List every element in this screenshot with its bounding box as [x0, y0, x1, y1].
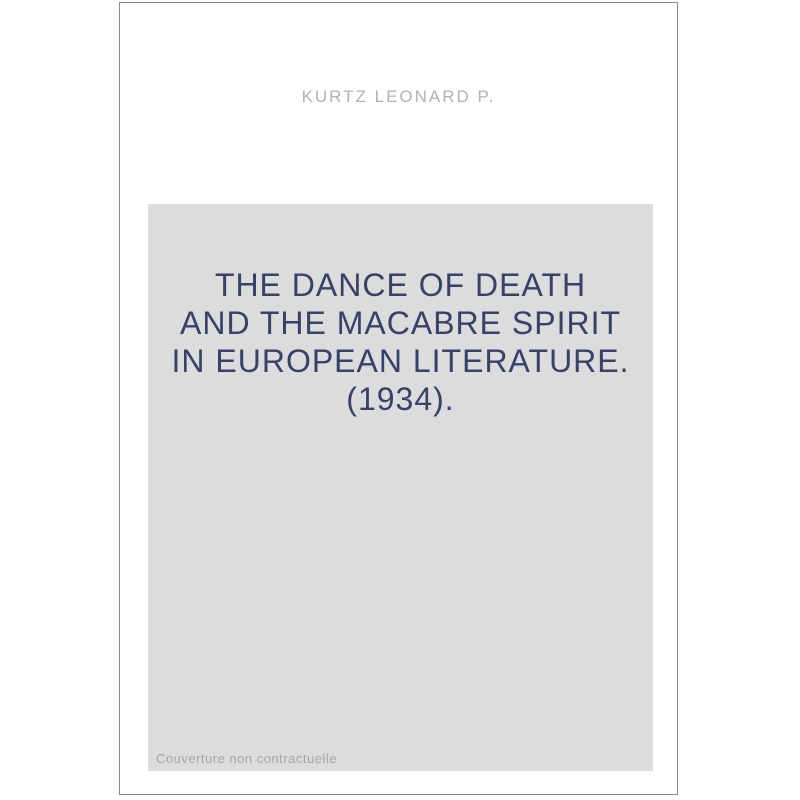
book-cover-page — [119, 2, 678, 795]
cover-disclaimer: Couverture non contractuelle — [156, 751, 337, 766]
title-panel — [148, 204, 653, 771]
title-line-2: AND THE MACABRE SPIRIT — [179, 305, 622, 341]
title-line-3: IN EUROPEAN LITERATURE. — [171, 343, 630, 379]
title-line-4: (1934). — [346, 381, 455, 417]
author-name: KURTZ LEONARD P. — [301, 87, 496, 106]
book-title — [148, 204, 653, 418]
title-line-1: THE DANCE OF DEATH — [214, 267, 587, 303]
